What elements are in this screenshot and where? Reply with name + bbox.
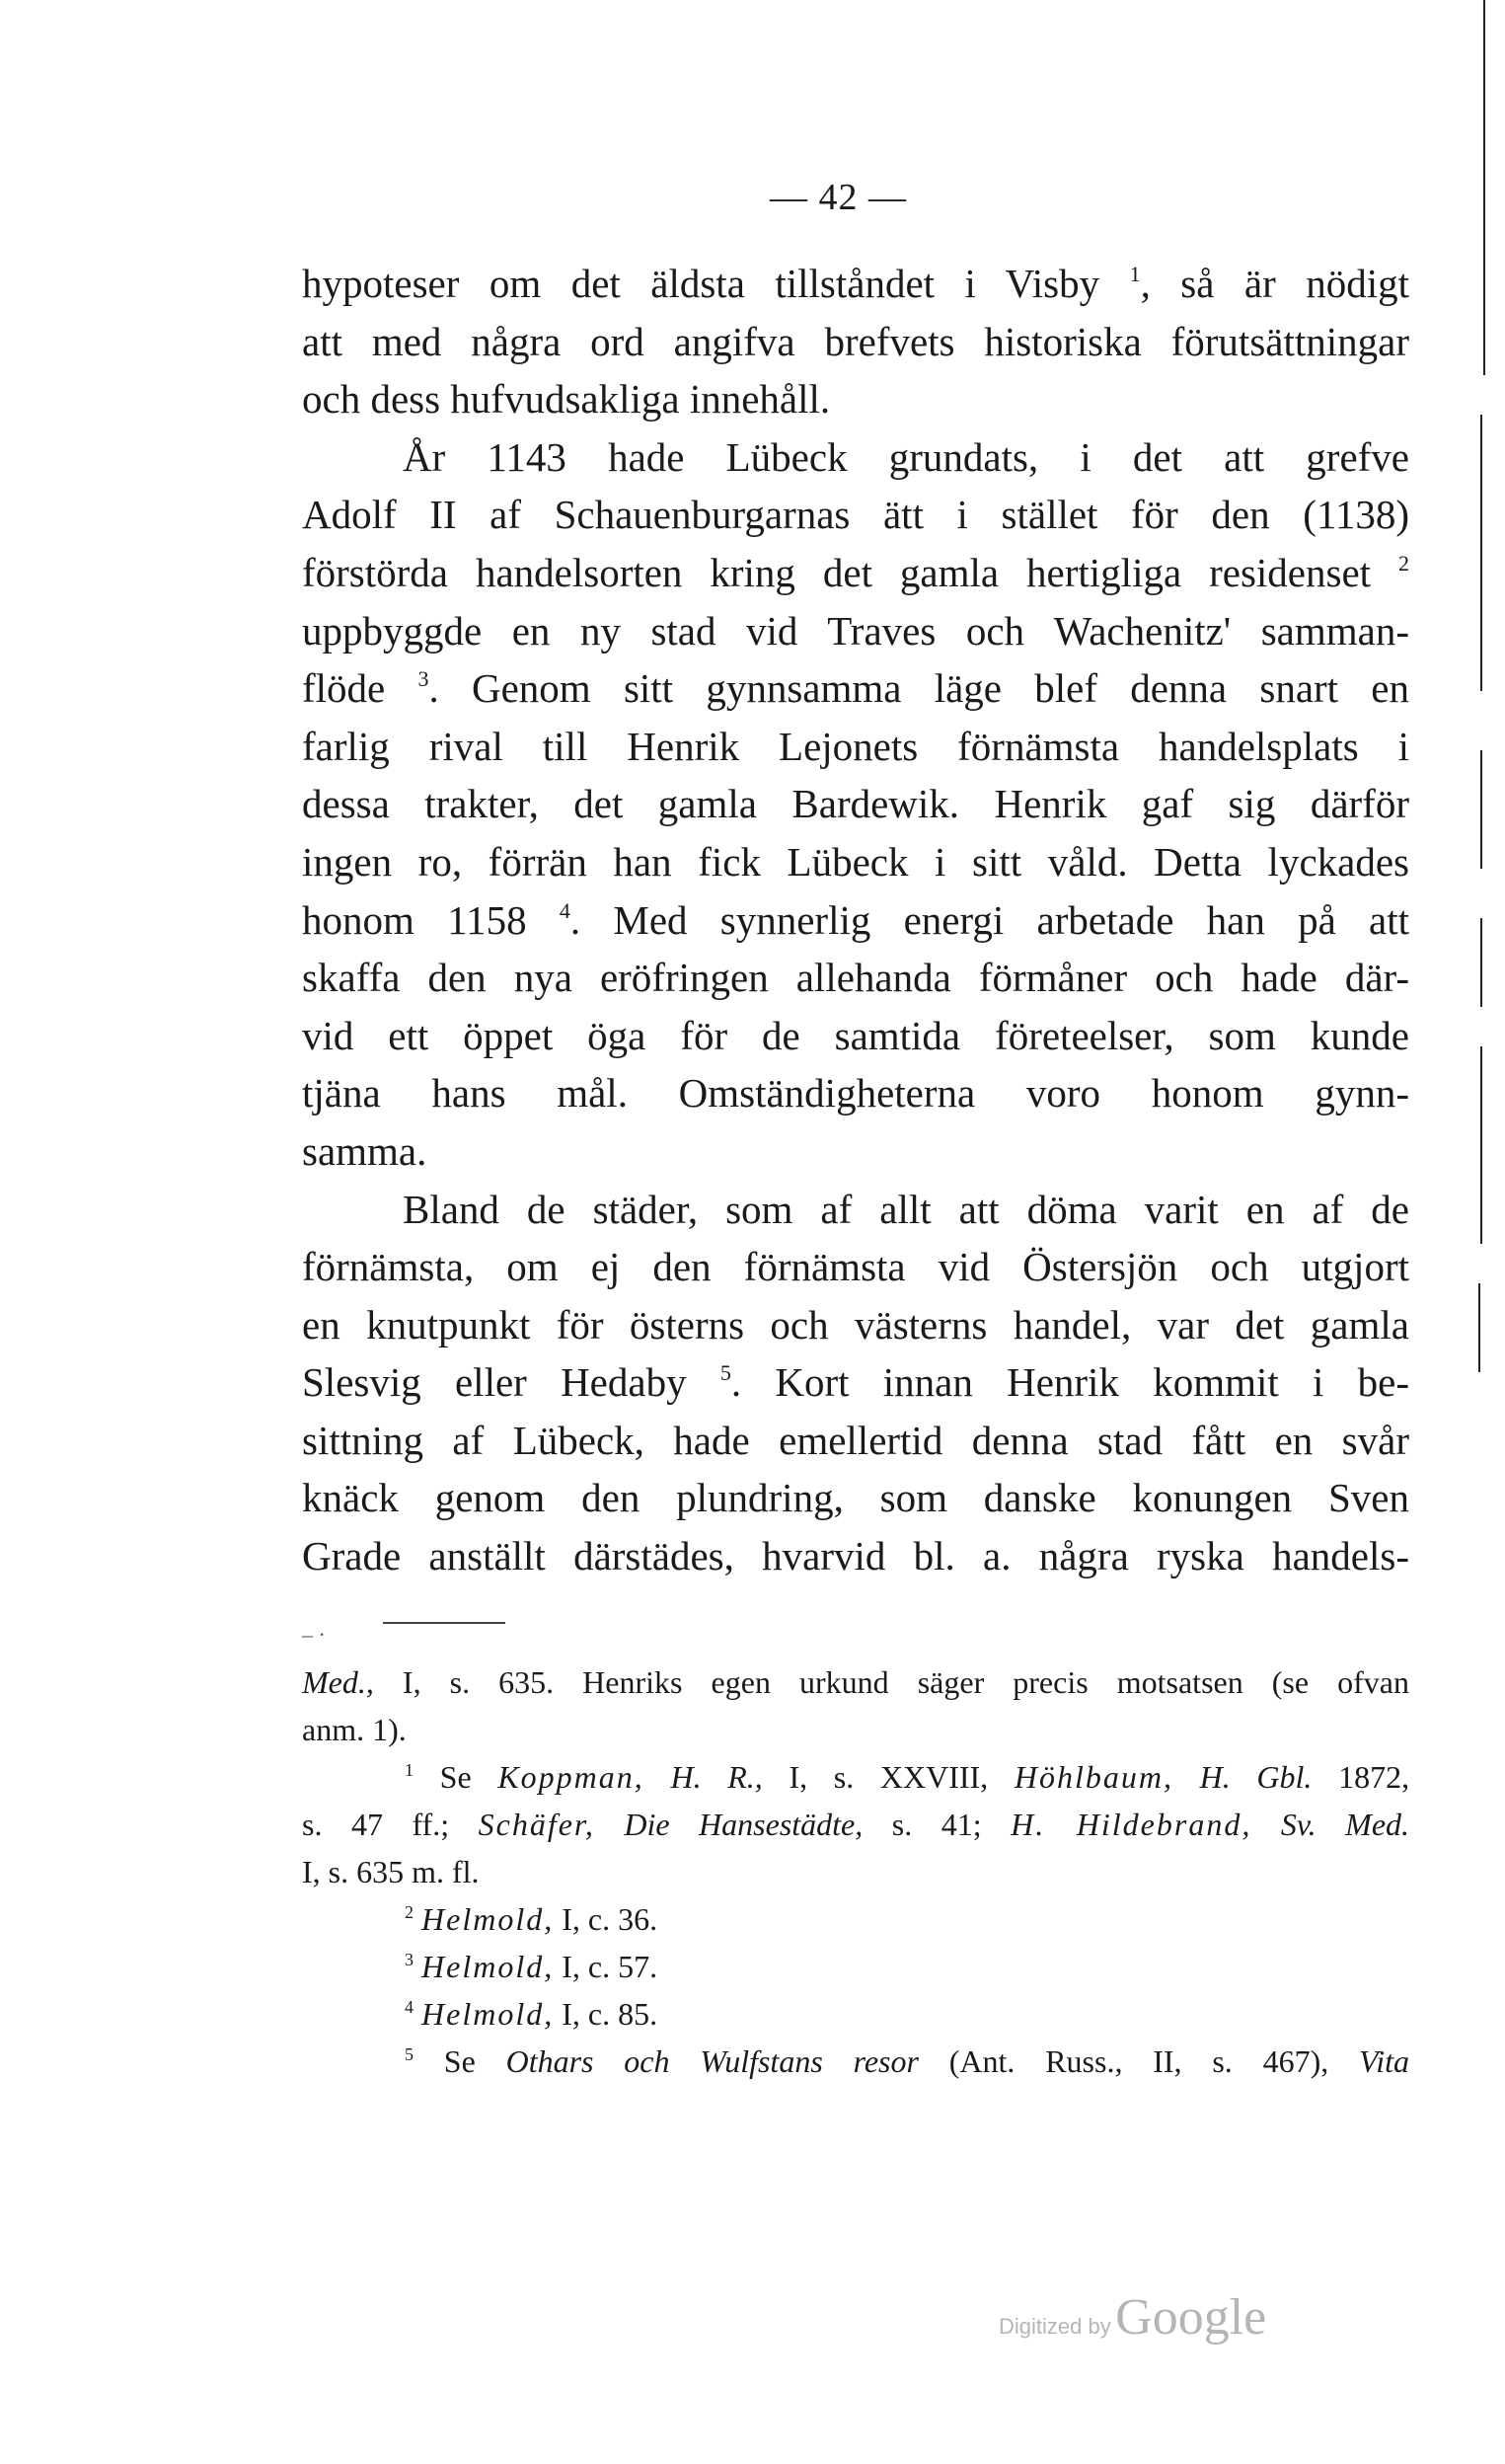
footnote-ref: 4	[559, 897, 570, 923]
text-line: Slesvig eller Hedaby $^5$. Kort innan Henrik kommit i be-	[302, 1359, 1410, 1406]
scan-edge-line	[1480, 1046, 1482, 1244]
scan-edge-line	[1480, 750, 1482, 869]
scan-edge-line	[1483, 0, 1485, 375]
footnote-ref: 2	[1398, 550, 1409, 576]
text-line: Bland de städer, som af allt att döma varit en af de	[403, 1186, 1409, 1232]
text-line: År 1143 hade Lübeck grundats, i det att grefve	[403, 433, 1409, 480]
text-line: att med några ord angifva brefvets historiska förutsättningar	[302, 318, 1409, 364]
text-line: och dess hufvudsakliga innehåll.	[302, 376, 831, 423]
text-line: tjäna hans mål. Omständigheterna voro honom gynn-	[302, 1070, 1409, 1116]
footnote-continuation: anm. 1).	[302, 1712, 407, 1747]
text-line: Adolf II af Schauenburgarnas ätt i stället för den (1138)	[302, 492, 1409, 538]
text-line: en knutpunkt för österns och västerns handel, var det gamla	[302, 1301, 1409, 1348]
text-line: förstörda handelsorten kring det gamla hertigliga residenset $^2$	[302, 549, 1409, 595]
footnote-1-cont: s. 47 ff.; Schäfer, Die Hansestädte, s. 41; H. Hildebrand, Sv. Med.	[302, 1807, 1410, 1842]
body-text	[302, 255, 1409, 1585]
scan-edge-line	[1480, 415, 1482, 691]
text-line: honom 1158 $^4$. Med synnerlig energi arbetade han på att	[302, 896, 1410, 943]
text-line: hypoteser om det äldsta tillståndet i Visby $^1$, så är nödigt	[302, 261, 1409, 306]
text-line: flöde $^3$. Genom sitt gynnsamma läge blef denna snart en	[302, 665, 1410, 712]
footnote-continuation: Med., I, s. 635. Henriks egen urkund säger precis motsatsen (se ofvan	[302, 1664, 1409, 1700]
text-line: knäck genom den plundring, som danske konungen Sven	[302, 1475, 1409, 1521]
footnote-separator	[383, 1622, 505, 1624]
text-line: uppbyggde en ny stad vid Traves och Wachenitz' samman-	[302, 607, 1409, 654]
text-line: farlig rival till Henrik Lejonets förnämsta handelsplats i	[302, 723, 1409, 769]
footnote-5: $^5$ Se Othars och Wulfstans resor (Ant. Russ., II, s. 467), Vita	[405, 2043, 1409, 2079]
footnote-ref: 1	[1129, 262, 1141, 286]
text-line: ingen ro, förrän han fick Lübeck i sitt våld. Detta lyckades	[302, 838, 1409, 885]
footnote-4: $^4$ Helmold, I, c. 85.	[405, 1996, 658, 2032]
page-number: — 42 —	[770, 177, 907, 218]
digitized-by-google-watermark	[999, 2288, 1266, 2347]
watermark-prefix: Digitized by	[999, 2314, 1111, 2339]
footnote-rule-mark: – ·	[302, 1622, 326, 1647]
scan-edge-line	[1478, 1283, 1480, 1372]
text-line: Grade anställt därstädes, hvarvid bl. a. några ryska handels-	[302, 1533, 1409, 1579]
footnote-3: $^3$ Helmold, I, c. 57.	[405, 1949, 658, 1984]
text-line: skaffa den nya eröfringen allehanda förmåner och hade där-	[302, 955, 1409, 1001]
text-line: dessa trakter, det gamla Bardewik. Henrik gaf sig därför	[302, 781, 1409, 827]
text-line: sittning af Lübeck, hade emellertid denna stad fått en svår	[302, 1417, 1409, 1463]
footnote-1-cont: I, s. 635 m. fl.	[302, 1854, 480, 1889]
footnote-2: $^2$ Helmold, I, c. 36.	[405, 1901, 658, 1937]
google-logo: Google	[1115, 2289, 1267, 2346]
footnote-1: $^1$ Se Koppman, H. R., I, s. XXVIII, Höhlbaum, H. Gbl. 1872,	[405, 1759, 1410, 1795]
footnote-ref: 3	[417, 666, 429, 692]
text-line: vid ett öppet öga för de samtida företeelser, som kunde	[302, 1012, 1409, 1058]
footnotes	[302, 1658, 1409, 2085]
scan-edge-line	[1480, 918, 1482, 1007]
text-line: samma.	[302, 1127, 427, 1174]
text-line: förnämsta, om ej den förnämsta vid Östersjön och utgjort	[302, 1244, 1409, 1290]
footnote-ref: 5	[719, 1360, 731, 1386]
